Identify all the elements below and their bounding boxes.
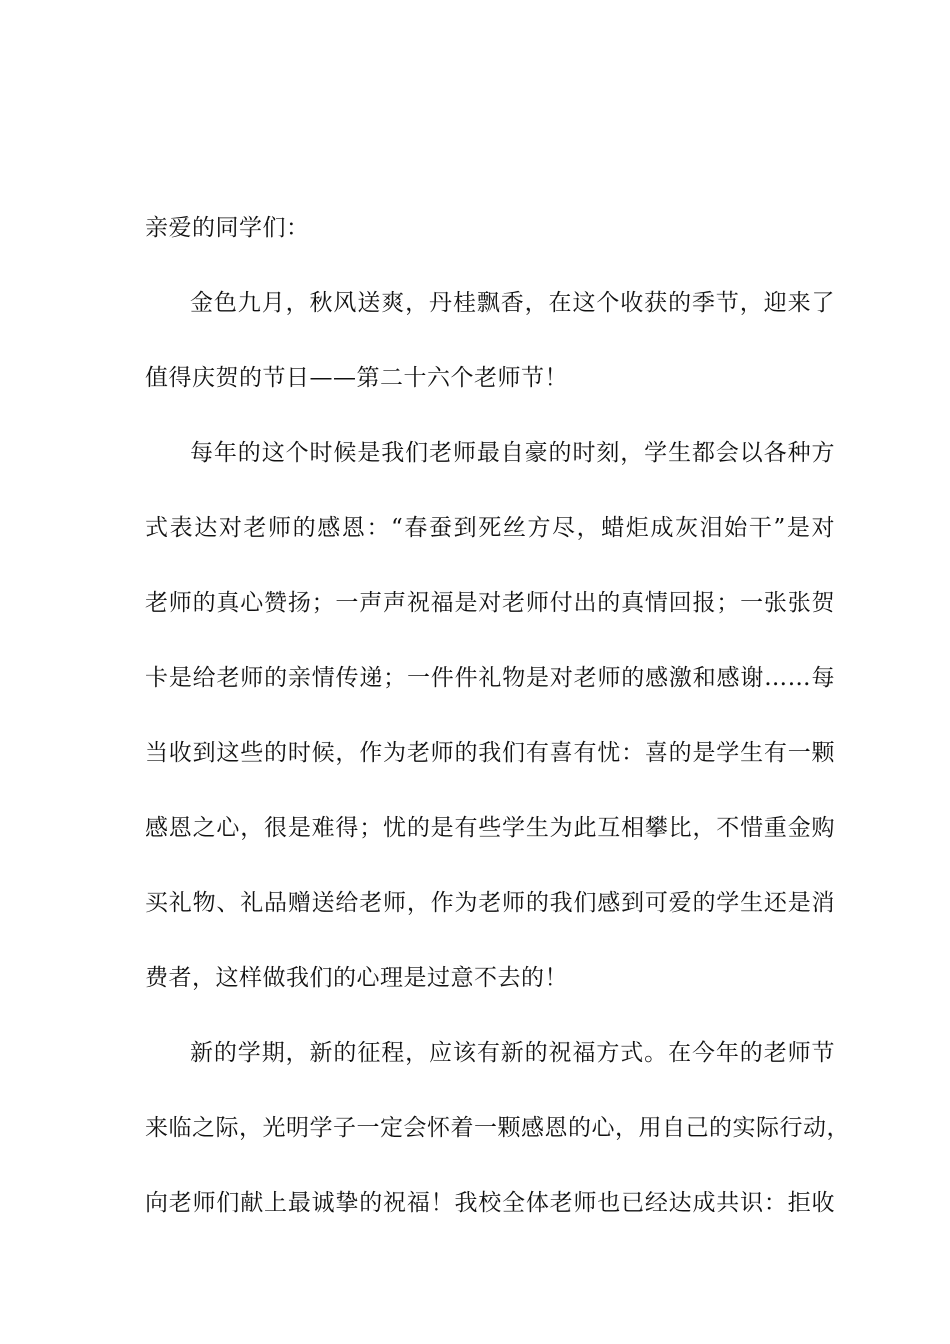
paragraph-2-line-4: 卡是给老师的亲情传递；一件件礼物是对老师的感激和感谢……每 (145, 665, 835, 691)
paragraph-2-line-7: 买礼物、礼品赠送给老师，作为老师的我们感到可爱的学生还是消 (145, 890, 835, 916)
paragraph-2-line-6: 感恩之心，很是难得；忧的是有些学生为此互相攀比，不惜重金购 (145, 815, 835, 841)
paragraph-1-line-2: 值得庆贺的节日——第二十六个老师节！ (145, 365, 568, 391)
paragraph-2-line-5: 当收到这些的时候，作为老师的我们有喜有忧：喜的是学生有一颗 (145, 740, 835, 766)
paragraph-3-line-3: 向老师们献上最诚挚的祝福！我校全体老师也已经达成共识：拒收 (145, 1190, 835, 1216)
paragraph-2-line-8: 费者，这样做我们的心理是过意不去的！ (145, 965, 568, 991)
paragraph-2-line-2: 式表达对老师的感恩：“春蚕到死丝方尽，蜡炬成灰泪始干”是对 (145, 515, 835, 541)
paragraph-2-line-1: 每年的这个时候是我们老师最自豪的时刻，学生都会以各种方 (190, 440, 835, 466)
paragraph-3-line-1: 新的学期，新的征程，应该有新的祝福方式。在今年的老师节 (190, 1040, 835, 1066)
paragraph-2-line-3: 老师的真心赞扬；一声声祝福是对老师付出的真情回报；一张张贺 (145, 590, 835, 616)
paragraph-3-line-2: 来临之际，光明学子一定会怀着一颗感恩的心，用自己的实际行动， (145, 1115, 850, 1141)
salutation: 亲爱的同学们： (145, 215, 310, 241)
paragraph-1-line-1: 金色九月，秋风送爽，丹桂飘香，在这个收获的季节，迎来了 (190, 290, 835, 316)
